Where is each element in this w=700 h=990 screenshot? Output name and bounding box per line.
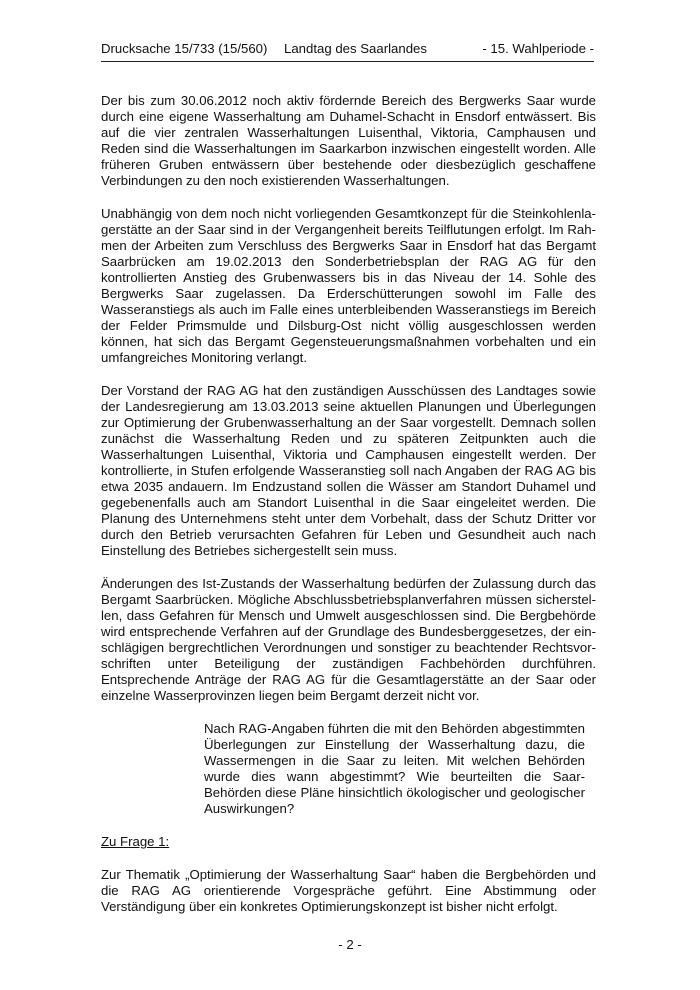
answer-heading: Zu Frage 1: bbox=[101, 834, 170, 849]
document-body bbox=[101, 93, 596, 932]
question-block: Nach RAG-Angaben führten die mit den Behörden abgestimmten Überlegungen zur Einstellung der Wasserhaltung dazu, die Wassermengen in die Saar zu leiten. Mit welchen Behörden wurde dies wann abgestimmt? Wie beurteilten die Saar-Behörden diese Pläne hinsichtlich ökologischer und geologischer Auswirkungen? bbox=[204, 721, 585, 816]
page-header bbox=[101, 41, 594, 62]
paragraph-rag-plans: Der Vorstand der RAG AG hat den zuständigen Ausschüssen des Landtages sowie der Landesregierung am 13.03.2013 seine aktuellen Planungen und Überlegungen zur Optimierung der Grubenwasserhaltung an der Saar vorgestellt. Demnach sollen zunächst die Wasserhaltung Reden und zu späteren Zeitpunkten auch die Wasserhaltungen Luisenthal, Viktoria und Camphausen eingestellt werden. Der kontrollierte, in Stufen erfolgende Wasseranstieg soll nach Angaben der RAG AG bis etwa 2035 andauern. Im Endzustand sollen die Wässer am Standort Duhamel und gegebenenfalls auch am Standort Luisenthal in die Saar eingeleitet werden. Die Planung des Unternehmens steht unter dem Vorbehalt, dass der Schutz Dritter vor durch den Betrieb verursachten Gefahren für Leben und Gesundheit auch nach Einstellung des Betriebes sichergestellt sein muss. bbox=[101, 383, 596, 558]
answer-text: Zur Thematik „Optimierung der Wasserhaltung Saar“ haben die Bergbehörden und die RAG AG orientierende Vorgespräche geführt. Eine Abstimmung oder Verständigung über ein konkretes Optimierungskonzept ist bisher nicht erfolgt. bbox=[101, 867, 596, 914]
parliament-name: Landtag des Saarlandes bbox=[284, 41, 427, 56]
paragraph-partial-flooding: Unabhängig von dem noch nicht vorliegenden Gesamtkonzept für die Steinkohlenlagerstätte an der Saar sind in der Vergangenheit bereits Teilflutungen erfolgt. Im Rahmen der Arbeiten zum Verschluss des Bergwerks Saar in Ensdorf hat das Bergamt Saarbrücken am 19.02.2013 den Sonderbetriebsplan der RAG AG für den kontrollierten Anstieg des Grubenwassers bis in das Niveau der 14. Sohle des Bergwerks Saar zugelassen. Da Erderschütterungen sowohl im Falle des Wasseranstiegs als auch im Falle eines unterbleibenden Wasseranstiegs im Bereich der Felder Primsmulde und Dilsburg-Ost nicht völlig ausgeschlossen werden können, hat sich das Bergamt Gegensteuerungsmaßnahmen vorbehalten und ein umfangreiches Monitoring verlangt. bbox=[101, 206, 596, 365]
legislative-period: - 15. Wahlperiode - bbox=[482, 41, 594, 56]
document-number: Drucksache 15/733 (15/560) bbox=[101, 41, 268, 56]
paragraph-drainage-status: Der bis zum 30.06.2012 noch aktiv fördernde Bereich des Bergwerks Saar wurde durch eine eigene Wasserhaltung am Duhamel-Schacht in Ensdorf entwässert. Bis auf die vier zentralen Wasserhaltungen Luisenthal, Viktoria, Camphausen und Reden sind die Wasserhaltungen im Saarkarbon inzwischen eingestellt worden. Alle früheren Gruben entwässern über bestehende oder diesbezüglich geschaffene Verbindungen zu den noch existierenden Wasserhaltungen. bbox=[101, 93, 596, 188]
page-number: - 2 - bbox=[338, 937, 362, 952]
paragraph-approval-procedure: Änderungen des Ist-Zustands der Wasserhaltung bedürfen der Zulassung durch das Bergamt Saarbrücken. Mögliche Abschlussbetriebsplanverfahren müssen sicherstellen, dass Gefahren für Mensch und Umwelt ausgeschlossen sind. Die Bergbehörde wird entsprechende Verfahren auf der Grundlage des Bundesberggesetzes, der einschlägigen bergrechtlichen Verordnungen und sonstiger zu beachtender Rechtsvorschriften unter Beteiligung der zuständigen Fachbehörden durchführen. Entsprechende Anträge der RAG AG für die Gesamtlagerstätte an der Saar oder einzelne Wasserprovinzen liegen beim Bergamt derzeit nicht vor. bbox=[101, 576, 596, 703]
